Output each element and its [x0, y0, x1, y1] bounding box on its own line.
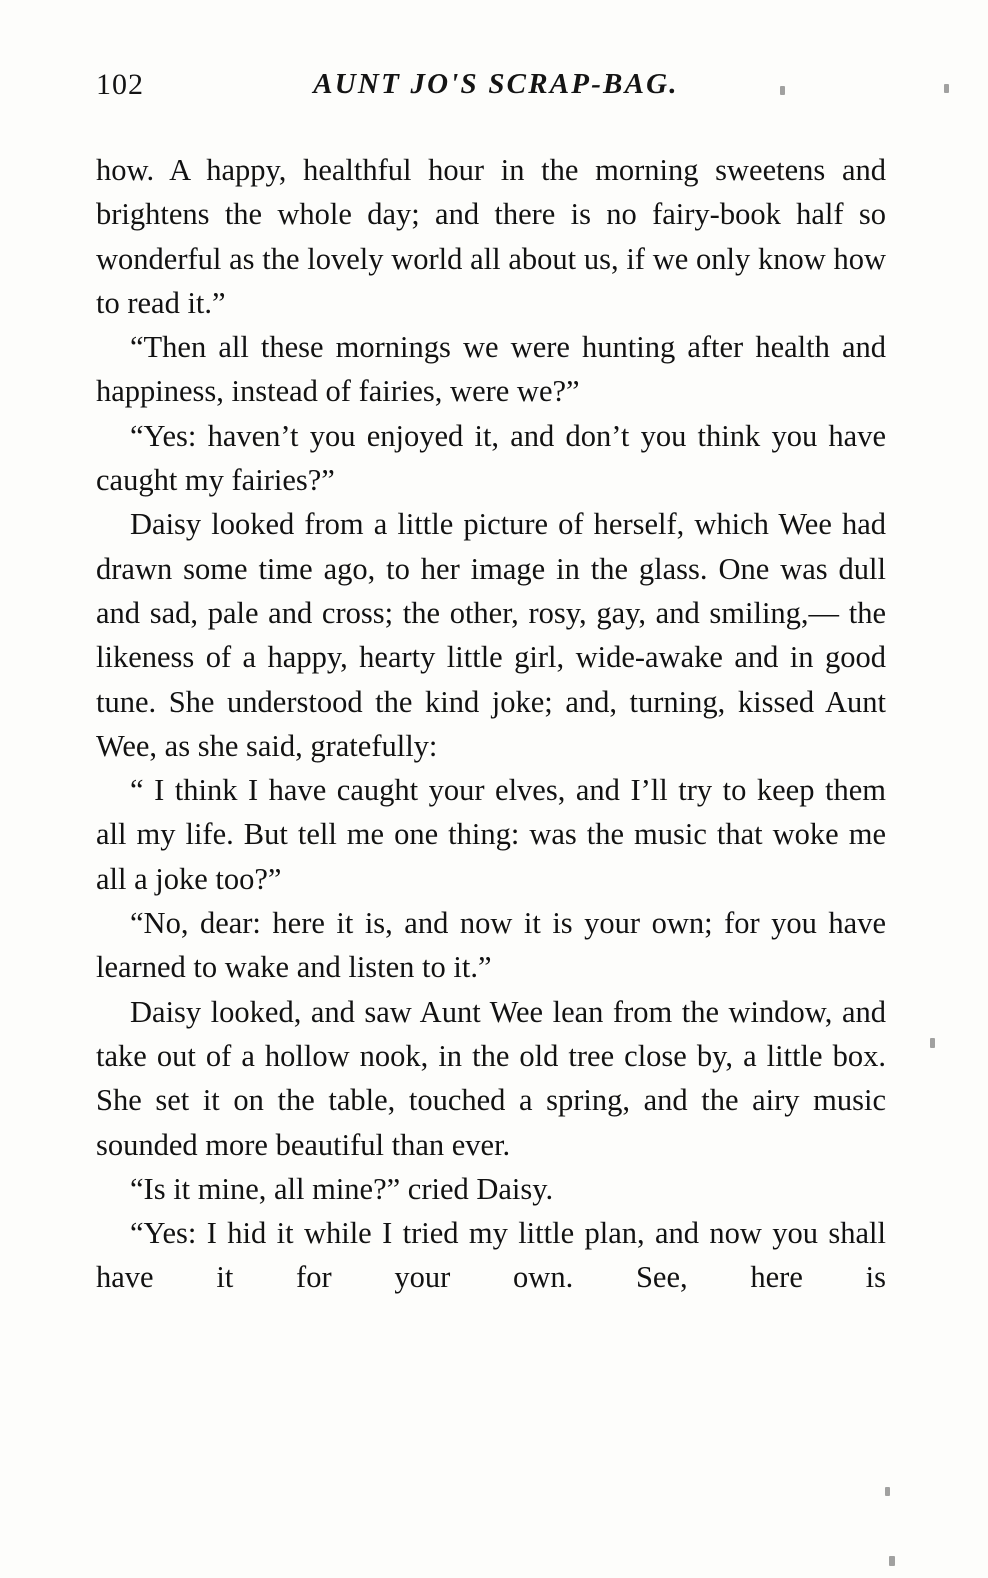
paper-speck: [885, 1487, 890, 1496]
paper-speck: [889, 1556, 895, 1566]
body-text: [96, 148, 886, 1300]
paragraph: Daisy looked, and saw Aunt Wee lean from the window, and take out of a hollow nook, in the old tree close by, a little box. She set it on the table, touched a spring, and the airy music sounded more beautiful than ever.: [96, 994, 886, 1162]
paragraph: “Yes: haven’t you enjoyed it, and don’t you think you have caught my fairies?”: [96, 418, 886, 498]
paragraph: “Yes: I hid it while I tried my little plan, and now you shall have it for your own. See, here is: [96, 1216, 886, 1295]
paragraph: “Then all these mornings we were hunting after health and happiness, instead of fairies, were we?”: [96, 330, 886, 409]
paragraph: “Is it mine, all mine?” cried Daisy.: [130, 1171, 554, 1206]
paper-speck: [930, 1038, 935, 1048]
paragraph: how. A happy, healthful hour in the morning sweetens and brightens the whole day; and there is no fairy-book half so wonderful as the lovely world all about us, if we only know how to read it.”: [96, 153, 886, 320]
paper-speck: [944, 84, 949, 93]
paragraph: “ I think I have caught your elves, and I’ll try to keep them all my life. But tell me one thing: was the music that woke me all a joke too?”: [96, 773, 886, 896]
page-header: [96, 68, 896, 112]
running-title: AUNT JO'S SCRAP-BAG.: [313, 68, 679, 100]
page-number: 102: [96, 68, 144, 101]
paragraph: “No, dear: here it is, and now it is your own; for you have learned to wake and listen to it.”: [96, 906, 886, 985]
paragraph: Daisy looked from a little picture of herself, which Wee had drawn some time ago, to her image in the glass. One was dull and sad, pale and cross; the other, rosy, gay, and smiling,— the likeness of a happy, hearty little girl, wide-awake and in good tune. She understood the kind joke; and, turning, kissed Aunt Wee, as she said, gratefully:: [96, 507, 886, 763]
paper-speck: [780, 86, 785, 95]
